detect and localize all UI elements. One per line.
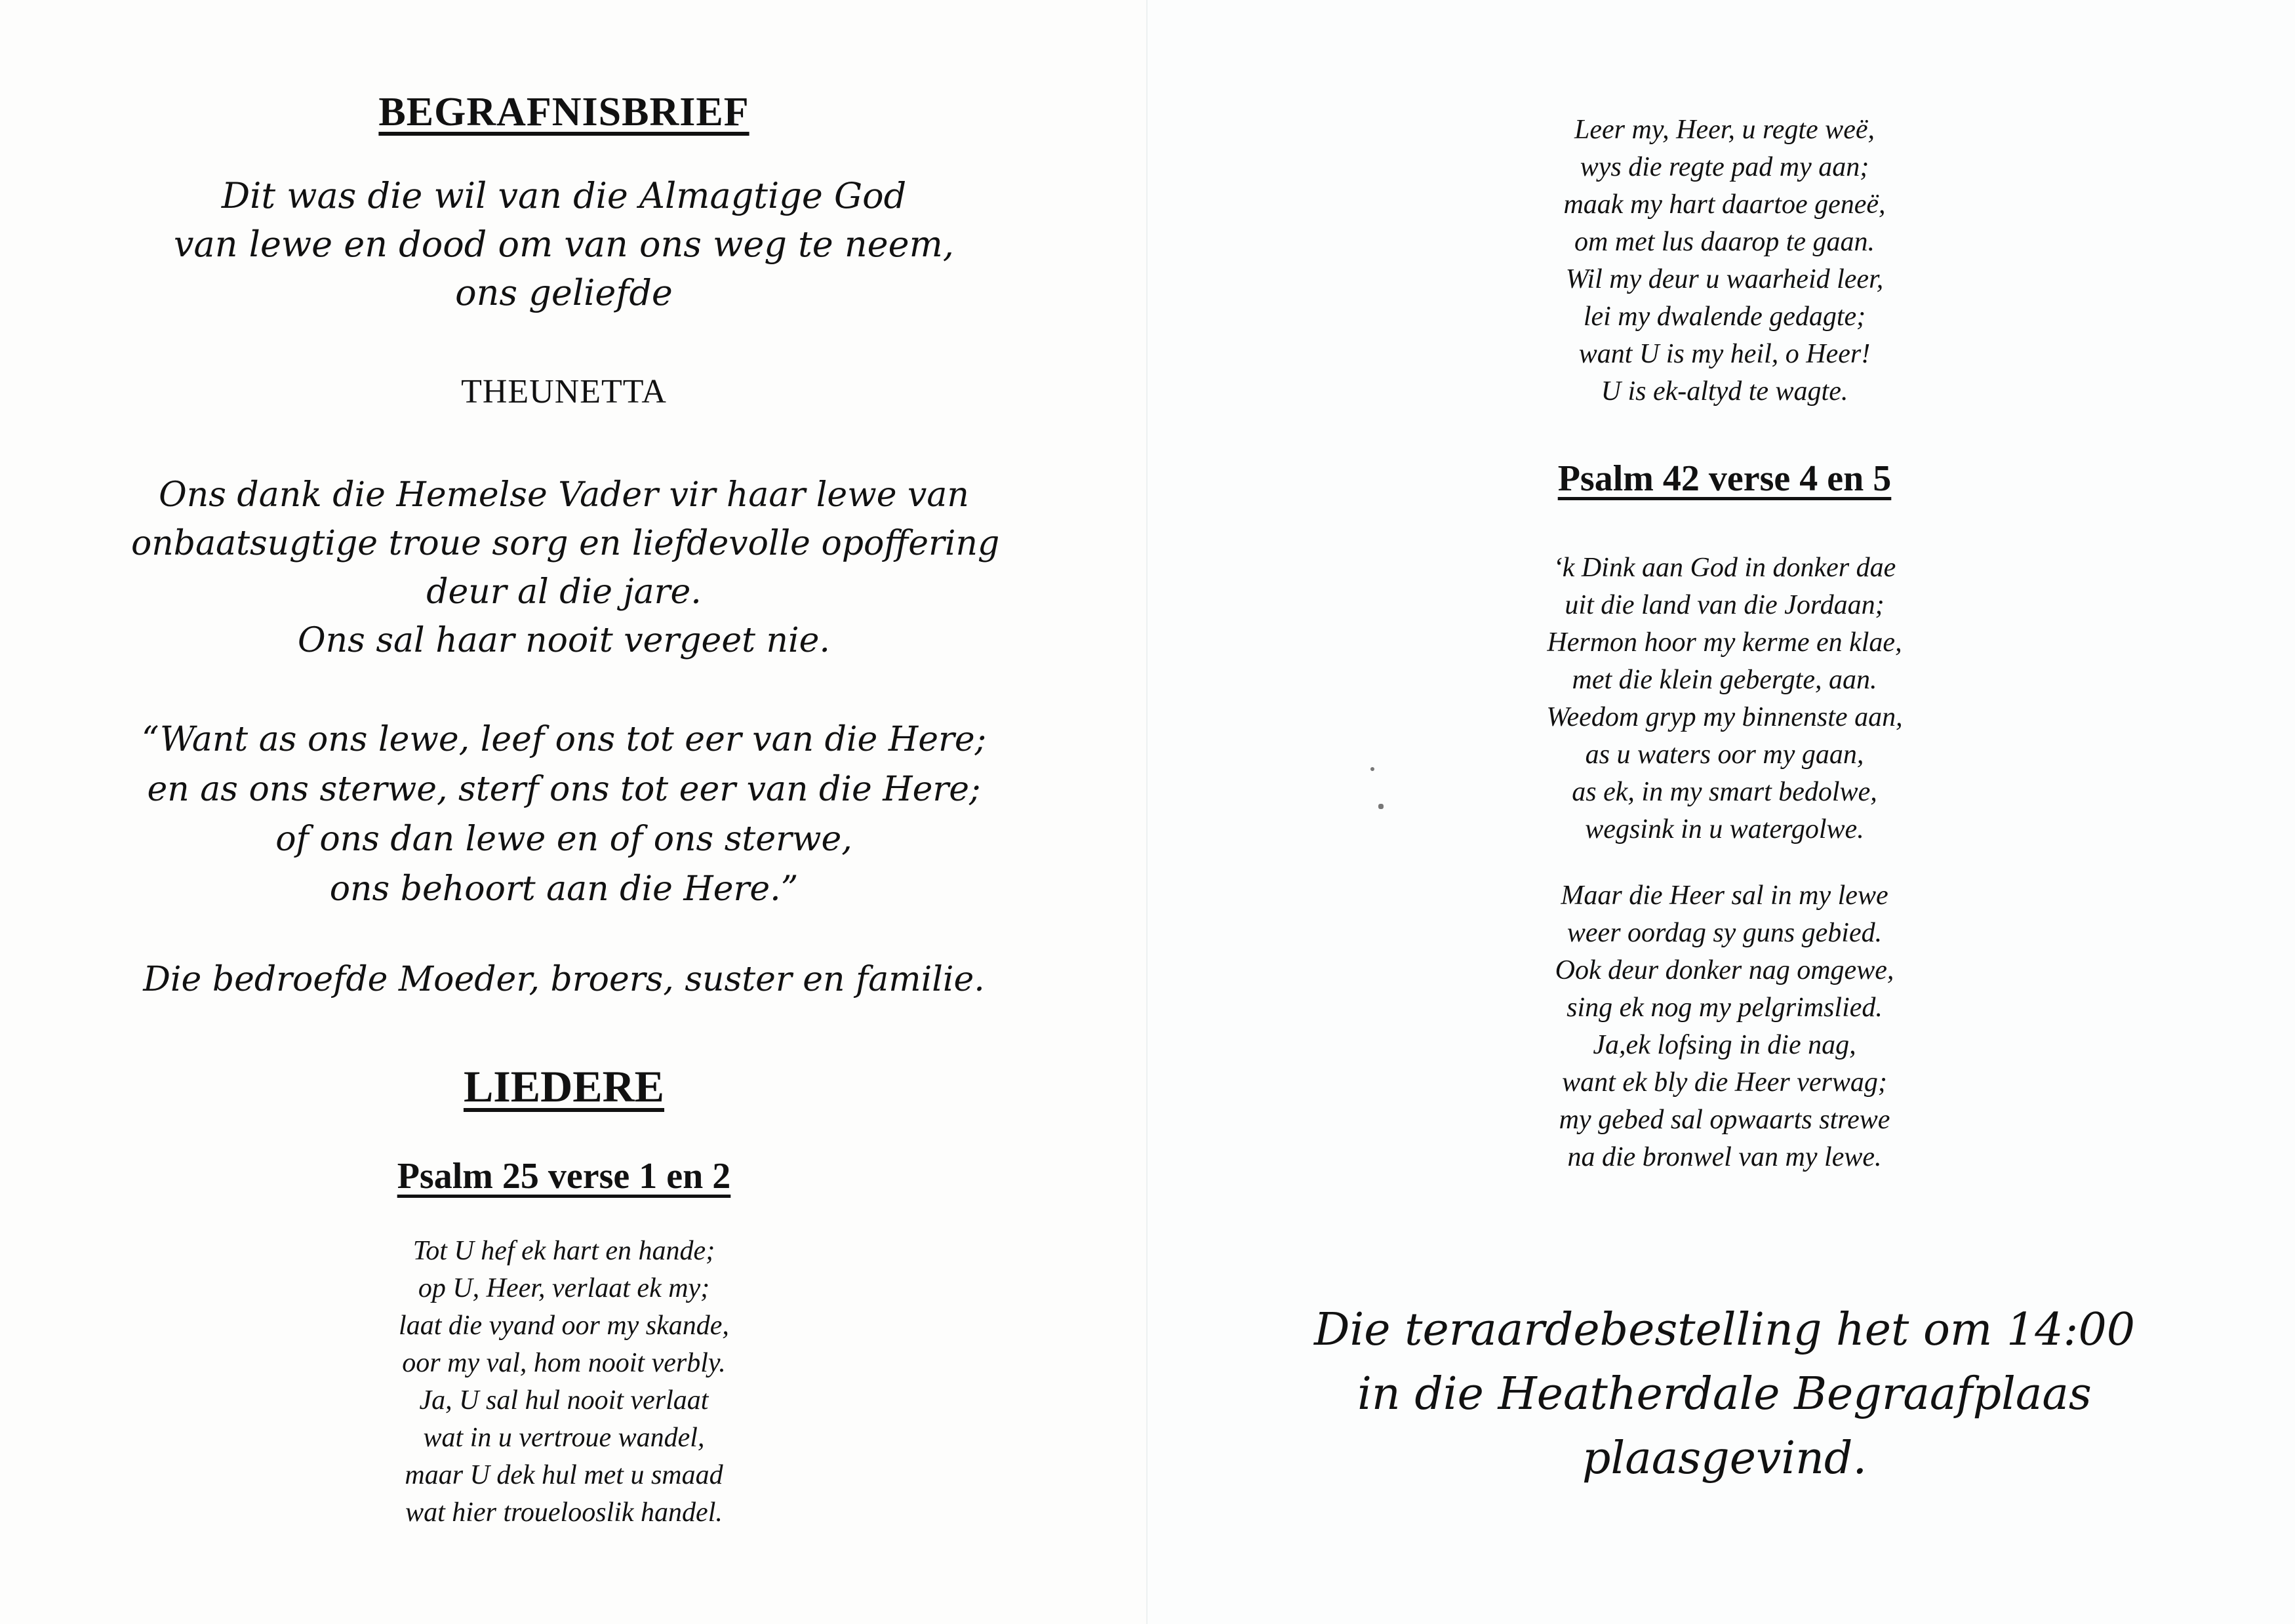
psalm-line: want U is my heil, o Heer! <box>1578 339 1871 369</box>
psalm-42-stanza-1 <box>1397 549 2052 848</box>
page-title: BEGRAFNISBRIEF <box>378 90 749 134</box>
psalm-line: Ja, U sal hul nooit verlaat <box>419 1385 709 1416</box>
psalm-line: lei my dwalende gedagte; <box>1583 302 1866 332</box>
psalm-42-heading: Psalm 42 verse 4 en 5 <box>1557 458 1892 499</box>
paper-speck <box>1378 804 1384 809</box>
psalm-line: Ook deur donker nag omgewe, <box>1555 955 1894 985</box>
psalm-line: uit die land van die Jordaan; <box>1565 590 1885 620</box>
notice-line: plaasgevind. <box>1582 1433 1867 1484</box>
psalm-line: want ek bly die Heer verwag; <box>1562 1067 1887 1098</box>
psalm-line: laat die vyand oor my skande, <box>399 1311 729 1341</box>
psalm-line: Leer my, Heer, u regte weë, <box>1574 115 1875 145</box>
psalm-line: op U, Heer, verlaat ek my; <box>418 1273 710 1303</box>
notice-line: in die Heatherdale Begraafplaas <box>1357 1368 2092 1420</box>
intro-line: ons geliefde <box>455 272 673 313</box>
psalm-line: Weedom gryp my binnenste aan, <box>1546 702 1903 732</box>
intro-line: van lewe en dood om van ons weg te neem, <box>174 224 954 265</box>
psalm-25-text <box>236 1233 892 1532</box>
thanks-paragraph <box>131 471 1000 665</box>
psalm-line: wys die regte pad my aan; <box>1580 152 1869 182</box>
scripture-quote <box>131 715 997 914</box>
psalm-line: as u waters oor my gaan, <box>1585 740 1864 770</box>
paper-speck <box>1370 767 1374 771</box>
psalm-line: om met lus daarop te gaan. <box>1574 227 1875 257</box>
deceased-name: THEUNETTA <box>461 373 667 410</box>
psalm-line: as ek, in my smart bedolwe, <box>1572 777 1877 807</box>
quote-line: ons behoort aan die Here.” <box>329 869 799 909</box>
notice-line: Die teraardebestelling het om 14:00 <box>1314 1304 2135 1356</box>
psalm-line: Tot U hef ek hart en hande; <box>412 1236 715 1266</box>
psalm-line: maak my hart daartoe geneë, <box>1563 189 1886 220</box>
songs-heading: LIEDERE <box>463 1061 665 1111</box>
thanks-line: onbaatsugtige troue sorg en liefdevolle opoffering <box>131 524 1000 563</box>
psalm-25-continued <box>1397 111 2052 410</box>
burial-notice <box>1279 1298 2170 1491</box>
psalm-line: oor my val, hom nooit verbly. <box>402 1348 726 1378</box>
psalm-line: weer oordag sy guns gebied. <box>1567 918 1883 948</box>
thanks-line: deur al die jare. <box>426 572 702 612</box>
intro-line: Dit was die wil van die Almagtige God <box>221 175 907 216</box>
intro-paragraph <box>157 172 970 317</box>
quote-line: “Want as ons lewe, leef ons tot eer van die Here; <box>141 720 987 759</box>
psalm-line: wat hier trouelooslik handel. <box>405 1497 723 1528</box>
psalm-line: Ja,ek lofsing in die nag, <box>1593 1030 1856 1060</box>
psalm-42-stanza-2 <box>1397 877 2052 1176</box>
psalm-line: Maar die Heer sal in my lewe <box>1561 881 1888 911</box>
quote-line: en as ons sterwe, sterf ons tot eer van die Here; <box>147 770 981 809</box>
right-page <box>1148 0 2295 1624</box>
psalm-line: ‘k Dink aan God in donker dae <box>1553 553 1896 583</box>
psalm-25-heading: Psalm 25 verse 1 en 2 <box>397 1156 731 1197</box>
family-line: Die bedroefde Moeder, broers, suster en familie. <box>143 960 985 999</box>
thanks-line: Ons sal haar nooit vergeet nie. <box>298 621 830 660</box>
psalm-line: maar U dek hul met u smaad <box>405 1460 723 1490</box>
psalm-line: wegsink in u watergolwe. <box>1585 814 1864 844</box>
psalm-line: my gebed sal opwaarts strewe <box>1559 1105 1890 1135</box>
psalm-line: Hermon hoor my kerme en klae, <box>1547 627 1902 658</box>
psalm-line: Wil my deur u waarheid leer, <box>1565 264 1884 294</box>
psalm-line: U is ek-altyd te wagte. <box>1601 376 1848 406</box>
psalm-line: met die klein gebergte, aan. <box>1572 665 1877 695</box>
psalm-line: na die bronwel van my lewe. <box>1567 1142 1882 1172</box>
psalm-line: wat in u vertroue wandel, <box>423 1423 705 1453</box>
quote-line: of ons dan lewe en of ons sterwe, <box>275 820 852 859</box>
psalm-line: sing ek nog my pelgrimslied. <box>1567 993 1883 1023</box>
thanks-line: Ons dank die Hemelse Vader vir haar lewe van <box>159 475 969 515</box>
